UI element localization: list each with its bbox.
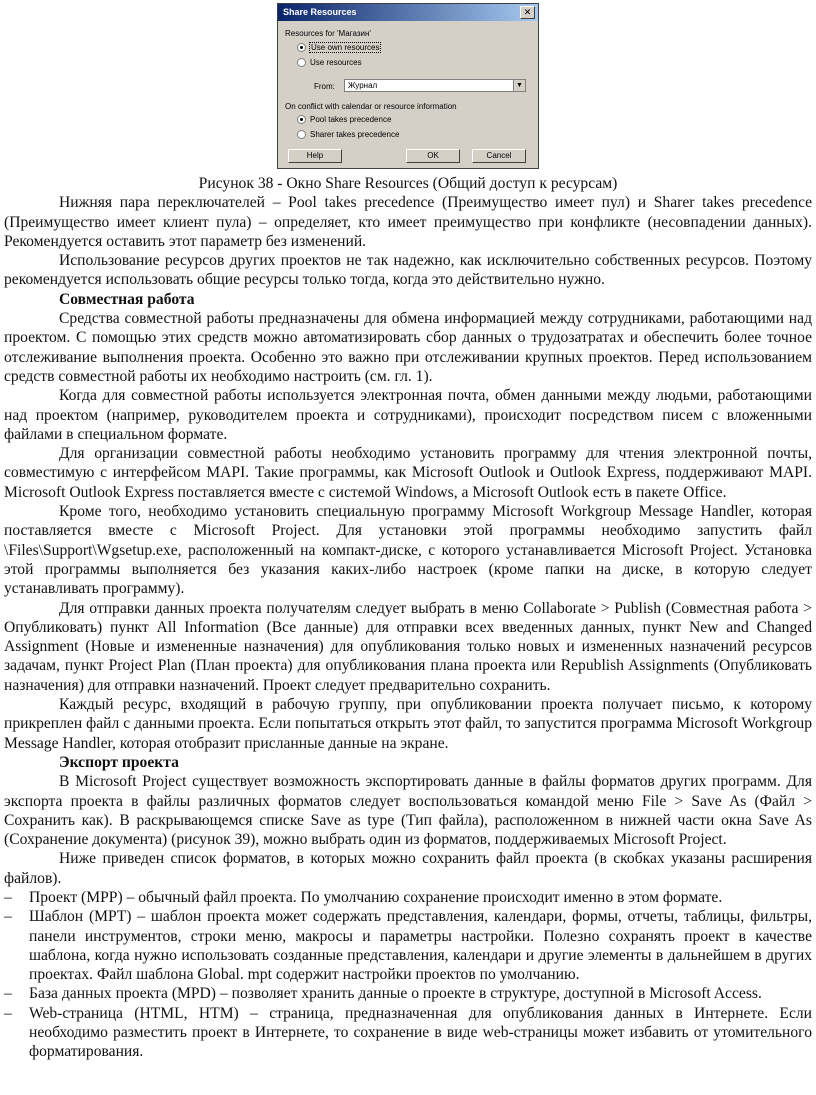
help-button[interactable]: Help xyxy=(288,149,342,163)
section-heading: Совместная работа xyxy=(59,290,195,308)
from-label: From: xyxy=(314,82,335,91)
sharer-precedence-radio[interactable]: Sharer takes precedence xyxy=(297,130,399,139)
close-icon[interactable]: ✕ xyxy=(520,6,535,19)
radio-selected-icon xyxy=(297,115,306,124)
paragraph: Для организации совместной работы необходимо установить программу для чтения электронной почты, совместимую с интерфейсом MAPI. Такие программы, как Microsoft Outlook и Outlook Express, поддерживают MAPI. Microsoft Outlook Express поставляется вместе с системой Windows, а Microsoft Outlook есть в пакете Office. xyxy=(4,445,812,501)
list-item: – База данных проекта (MPD) – позволяет хранить данные о проекте в структуре, доступной в Microsoft Access. xyxy=(4,984,812,1003)
ok-button[interactable]: OK xyxy=(406,149,460,163)
share-resources-dialog xyxy=(277,3,539,169)
conflict-label: On conflict with calendar or resource information xyxy=(285,102,457,111)
figure-caption: Рисунок 38 - Окно Share Resources (Общий доступ к ресурсам) xyxy=(198,175,618,192)
radio-icon xyxy=(297,130,306,139)
paragraph: Кроме того, необходимо установить специальную программу Microsoft Workgroup Message Handler, которая поставляется вместе с Microsoft Project. Для установки этой программы необходимо запустить файл \Files\Support\Wgsetup.exe, расположенный на компакт-диске, с которого устанавливается Microsoft Project. Установка этой программы выполняется без указания каких-либо настроек (кроме папки на диске, в которую следует устанавливать программу). xyxy=(4,503,812,598)
cancel-button[interactable]: Cancel xyxy=(472,149,526,163)
paragraph: В Microsoft Project существует возможность экспортировать данные в файлы форматов других программ. Для экспорта проекта в файлы различных форматов следует воспользоваться командой меню File > Save As (Файл > Сохранить как). В раскрывающемся списке Save as type (Тип файла), расположенном в нижней части окна Save As (Сохранение документа) (рисунок 39), можно выбрать один из форматов, поддерживаемых Microsoft Project. xyxy=(4,773,812,849)
paragraph: Средства совместной работы предназначены для обмена информацией между сотрудниками, работающими над проектом. С помощью этих средств можно автоматизировать сбор данных о трудозатратах и обеспечить более точное отслеживание выполнения проекта. Особенно это важно при отслеживании крупных проектов. Перед использованием средств совместной работы их необходимо настроить (см. гл. 1). xyxy=(4,310,812,385)
paragraph: Нижняя пара переключателей – Pool takes precedence (Преимущество имеет пул) и Sharer takes precedence (Преимущество имеет клиент пула) – определяет, кто имеет преимущество при конфликте (несовпадении данных). Рекомендуется оставить этот параметр без изменений. xyxy=(4,194,812,250)
dialog-title-bar xyxy=(278,4,538,21)
use-own-resources-radio[interactable]: Use own resources xyxy=(297,43,380,52)
pool-precedence-radio[interactable]: Pool takes precedence xyxy=(297,115,391,124)
section-heading: Экспорт проекта xyxy=(59,753,179,771)
radio-selected-icon xyxy=(297,43,306,52)
list-item: – Шаблон (MPT) – шаблон проекта может содержать представления, календари, формы, отчеты, таблицы, фильтры, панели инструментов, строки меню, макросы и параметры настройки. Полезно сохранять проект в качестве шаблона, когда нужно использовать созданные представления, календари и другие элементы в дальнейшем в других проектах. Файл шаблона Global. mpt содержит настройки проектов по умолчанию. xyxy=(4,907,812,984)
paragraph: Когда для совместной работы используется электронная почта, обмен данными между людьми, работающими над проектом (например, руководителем проекта и сотрудниками), происходит посредством писем с вложенными файлами в специальном формате. xyxy=(4,387,812,443)
radio-icon xyxy=(297,58,306,67)
document-body xyxy=(4,174,812,1062)
paragraph: Для отправки данных проекта получателям следует выбрать в меню Collaborate > Publish (Совместная работа > Опубликовать) пункт All Information (Все данные) для отправки всех введенных данных, пункт New and Changed Assignment (Новые и измененные назначения) для опубликования только новых и измененных назначений ресурсов задачам, пункт Project Plan (План проекта) для опубликования плана проекта или Republish Assignments (Опубликовать назначения) для отправки назначений. Проект следует предварительно сохранить. xyxy=(4,599,812,694)
list-item: – Web-страница (HTML, HTM) – страница, предназначенная для опубликования данных в Интернете. Если необходимо разместить проект в Интернете, то сохранение в виде web-страницы может избавить от утомительного форматирования. xyxy=(4,1004,812,1062)
paragraph: Использование ресурсов других проектов не так надежно, как исключительно собственных ресурсов. Поэтому рекомендуется использовать общие ресурсы только тогда, когда это действительно нужно. xyxy=(4,252,812,289)
from-select[interactable]: Журнал ▼ xyxy=(344,79,526,92)
paragraph: Каждый ресурс, входящий в рабочую группу, при опубликовании проекта получает письмо, к которому прикреплен файл с данными проекта. Если попытаться открыть этот файл, то запустится программа Microsoft Workgroup Message Handler, которая отобразит присланные данные на экране. xyxy=(4,696,812,752)
chevron-down-icon[interactable]: ▼ xyxy=(513,80,525,91)
list-item: – Проект (MPP) – обычный файл проекта. По умолчанию сохранение происходит именно в этом формате. xyxy=(4,888,812,907)
paragraph: Ниже приведен список форматов, в которых можно сохранить файл проекта (в скобках указаны расширения файлов). xyxy=(4,850,812,887)
resources-for-label: Resources for 'Магазин' xyxy=(285,29,371,38)
dialog-title: Share Resources xyxy=(283,7,357,17)
use-resources-radio[interactable]: Use resources xyxy=(297,58,362,67)
